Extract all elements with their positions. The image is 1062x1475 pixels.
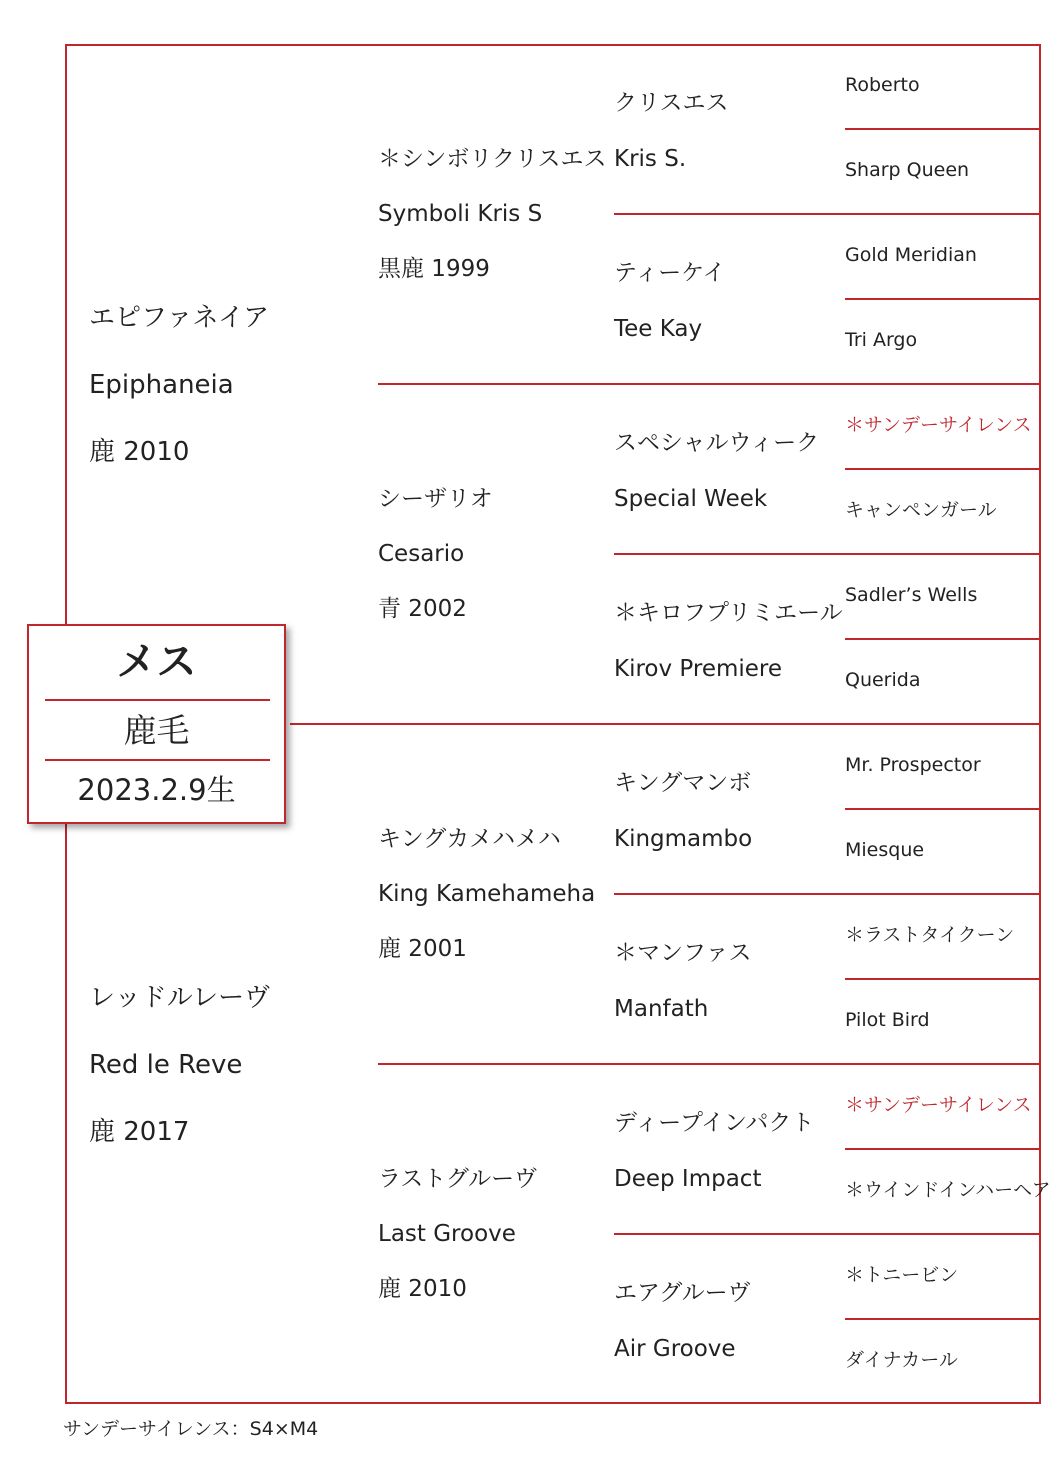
gen2-name-ja: キングカメハメハ bbox=[378, 826, 561, 852]
divider-gen4 bbox=[845, 978, 1041, 980]
gen2-name-en: Last Groove bbox=[378, 1221, 516, 1247]
gen4-name: ＊サンデーサイレンス bbox=[845, 414, 1032, 436]
gen3-name-ja: エアグルーヴ bbox=[614, 1280, 751, 1306]
dam-info: 鹿 2017 bbox=[89, 1117, 190, 1147]
gen3-name-en: Kirov Premiere bbox=[614, 656, 783, 682]
divider-gen3 bbox=[614, 553, 1041, 555]
gen4-name: ダイナカール bbox=[845, 1349, 958, 1371]
gen3-name-en: Manfath bbox=[614, 996, 709, 1022]
inbreeding-note: サンデーサイレンス：S4×M4 bbox=[63, 1418, 319, 1440]
divider-gen2 bbox=[378, 1063, 1041, 1065]
subject-box bbox=[27, 624, 286, 824]
subject-divider bbox=[45, 699, 270, 701]
divider-gen4 bbox=[845, 128, 1041, 130]
gen3-name-en: Tee Kay bbox=[614, 316, 703, 342]
gen4-name: Miesque bbox=[845, 839, 925, 861]
divider-gen4 bbox=[845, 468, 1041, 470]
gen2-info: 黒鹿 1999 bbox=[378, 256, 490, 282]
sire-name-en: Epiphaneia bbox=[89, 370, 234, 400]
subject-coat: 鹿毛 bbox=[123, 711, 190, 750]
divider-gen4 bbox=[845, 638, 1041, 640]
sire-name-ja: エピファネイア bbox=[89, 303, 270, 333]
gen3-name-ja: クリスエス bbox=[614, 90, 729, 116]
gen4-name: Gold Meridian bbox=[845, 244, 977, 266]
divider-gen4 bbox=[845, 298, 1041, 300]
gen3-name-en: Special Week bbox=[614, 486, 768, 512]
gen2-name-ja: シーザリオ bbox=[378, 486, 493, 512]
gen4-name: Sharp Queen bbox=[845, 159, 970, 181]
gen2-name-ja: ラストグルーヴ bbox=[378, 1166, 538, 1192]
subject-name: メス bbox=[116, 639, 197, 685]
gen3-name-ja: キングマンボ bbox=[614, 770, 752, 796]
gen2-name-en: King Kamehameha bbox=[378, 881, 596, 907]
gen4-name: Sadler’s Wells bbox=[845, 584, 978, 606]
divider-sire-dam bbox=[290, 723, 1041, 725]
gen2-info: 鹿 2010 bbox=[378, 1276, 467, 1302]
gen2-name-en: Symboli Kris S bbox=[378, 201, 543, 227]
gen4-name: ＊ラストタイクーン bbox=[845, 924, 1015, 946]
subject-birth: 2023.2.9生 bbox=[77, 773, 236, 807]
divider-gen4 bbox=[845, 1318, 1041, 1320]
gen3-name-ja: ディープインパクト bbox=[614, 1110, 815, 1136]
divider-gen3 bbox=[614, 213, 1041, 215]
gen4-name: ＊ウインドインハーヘア bbox=[845, 1179, 1051, 1201]
gen2-name-en: Cesario bbox=[378, 541, 465, 567]
gen4-name: Roberto bbox=[845, 74, 920, 96]
gen3-name-ja: ティーケイ bbox=[614, 260, 726, 286]
gen2-name-ja: ＊シンボリクリスエス bbox=[378, 146, 607, 172]
gen4-name: Tri Argo bbox=[845, 329, 918, 351]
subject-divider bbox=[45, 759, 270, 761]
gen3-name-ja: ＊マンファス bbox=[614, 940, 752, 966]
gen4-name: ＊サンデーサイレンス bbox=[845, 1094, 1032, 1116]
dam-name-en: Red le Reve bbox=[89, 1050, 243, 1080]
gen4-name: Querida bbox=[845, 669, 921, 691]
gen2-info: 青 2002 bbox=[378, 596, 467, 622]
gen3-name-ja: スペシャルウィーク bbox=[614, 430, 820, 456]
gen3-name-en: Air Groove bbox=[614, 1336, 736, 1362]
gen4-name: Mr. Prospector bbox=[845, 754, 981, 776]
gen3-name-en: Deep Impact bbox=[614, 1166, 762, 1192]
gen2-info: 鹿 2001 bbox=[378, 936, 467, 962]
dam-name-ja: レッドルレーヴ bbox=[89, 983, 271, 1013]
gen3-name-en: Kingmambo bbox=[614, 826, 753, 852]
sire-info: 鹿 2010 bbox=[89, 437, 190, 467]
gen3-name-ja: ＊キロフプリミエール bbox=[614, 600, 843, 626]
gen4-name: Pilot Bird bbox=[845, 1009, 930, 1031]
gen4-name: ＊トニービン bbox=[845, 1264, 959, 1286]
gen4-name: キャンペンガール bbox=[845, 499, 997, 521]
divider-gen4 bbox=[845, 1148, 1041, 1150]
divider-gen2 bbox=[378, 383, 1041, 385]
divider-gen3 bbox=[614, 1233, 1041, 1235]
divider-gen4 bbox=[845, 808, 1041, 810]
divider-gen3 bbox=[614, 893, 1041, 895]
gen3-name-en: Kris S. bbox=[614, 146, 687, 172]
